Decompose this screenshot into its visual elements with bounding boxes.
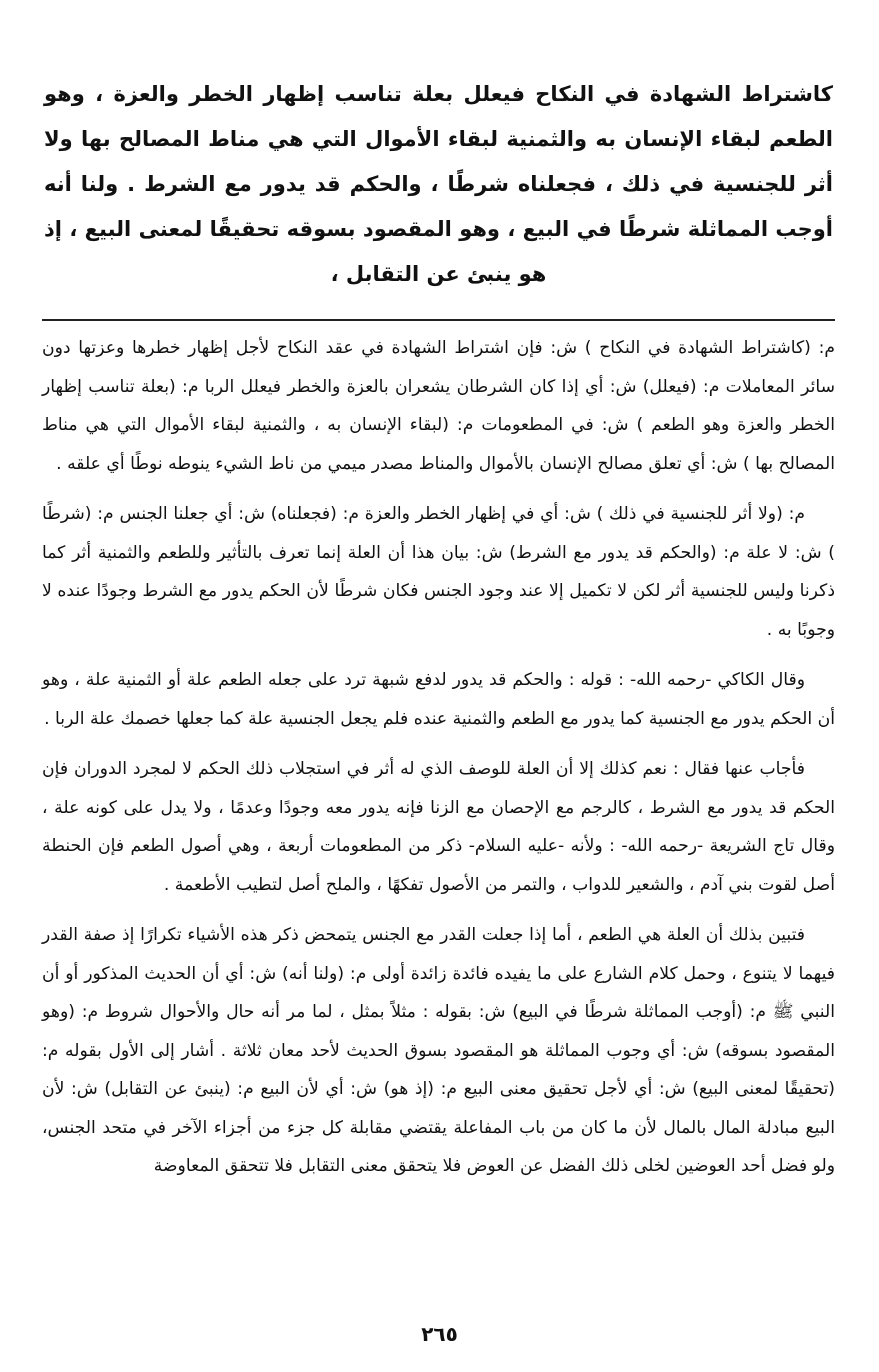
main-text-block: كاشتراط الشهادة في النكاح فيعلل بعلة تناسب إظهار الخطر والعزة ، وهو الطعم لبقاء الإنسان به والثمنية لبقاء الأموال التي هي مناط المصالح بها ولا أثر للجنسية في ذلك ، فجعلناه شرطًا ، والحكم قد يدور مع الشرط . ولنا أنه أوجب المماثلة شرطًا في البيع ، وهو المقصود بسوقه تحقيقًا لمعنى البيع ، إذ هو ينبئ عن التقابل ، <box>44 82 833 286</box>
commentary-paragraph-1: م: (كاشتراط الشهادة في النكاح ) ش: فإن اشتراط الشهادة في عقد النكاح لأجل إظهار خطرها وعزتها دون سائر المعاملات م: (فيعلل) ش: أي إذا كان الشرطان يشعران بالعزة والخطر فيعلل الربا م: (بعلة تناسب إظهار الخطر والعزة وهو الطعم ) ش: في المطعومات م: (لبقاء الإنسان به ، والثمنية لبقاء الأموال التي هي مناط المصالح بها ) ش: أي تعلق مصالح الإنسان بالأموال والمناط مصدر ميمي من ناط الشيء ينوطه نوطًا أي علقه . <box>42 338 835 474</box>
commentary-paragraph-5: فتبين بذلك أن العلة هي الطعم ، أما إذا جعلت القدر مع الجنس يتمحض ذكر هذه الأشياء تكرارًا إذ صفة القدر فيهما لا يتنوع ، وحمل كلام الشارع على ما يفيده فائدة زائدة أولى م: (ولنا أنه) ش: أي أن الحديث المذكور أو أن النبي ﷺ م: (أوجب المماثلة شرطًا في البيع) ش: بقوله : مثلاً بمثل ، لما مر أنه حال والأحوال شروط م: (وهو المقصود بسوقه) ش: أي وجوب المماثلة هو المقصود بسوق الحديث لأحد معان ثلاثة . أشار إلى الأول بقوله م: (تحقيقًا لمعنى البيع) ش: أي لأجل تحقيق معنى البيع م: (إذ هو) ش: أي لأن البيع م: (ينبئ عن التقابل) ش: لأن البيع مبادلة المال بالمال لأن ما كان من باب المفاعلة يقتضي مقابلة كل جزء من أجزاء الآخر في متحد الجنس، ولو فضل أحد العوضين لخلى ذلك الفضل عن العوض فلا يتحقق معنى التقابل فلا تتحقق المعاوضة <box>42 925 835 1176</box>
commentary-section <box>42 329 835 1186</box>
commentary-paragraph-4: فأجاب عنها فقال : نعم كذلك إلا أن العلة للوصف الذي له أثر في استجلاب ذلك الحكم لا لمجرد الدوران فإن الحكم قد يدور مع الشرط ، كالرجم مع الإحصان مع الزنا فإنه يدور معه وجودًا وعدمًا ، ولا يدل على كونه علة ، وقال تاج الشريعة -رحمه الله- : ولأنه -عليه السلام- ذكر من المطعومات أربعة ، وهي أصول الطعم فإن الحنطة أصل لقوت بني آدم ، والشعير للدواب ، والتمر من الأصول تفكهًا ، والملح أصل لتطيب الأطعمة . <box>42 759 835 895</box>
footnote-divider <box>42 319 835 321</box>
page-number: ٢٦٥ <box>421 1322 458 1346</box>
commentary-paragraph-3: وقال الكاكي -رحمه الله- : قوله : والحكم قد يدور لدفع شبهة ترد على جعله الطعم علة أو الثمنية علة ، وهو أن الحكم يدور مع الجنسية كما يدور مع الطعم والثمنية عنده فلم يجعل الجنسية علة كما جعلها خصمك علة الربا . <box>42 670 835 729</box>
commentary-paragraph-2: م: (ولا أثر للجنسية في ذلك ) ش: أي في إظهار الخطر والعزة م: (فجعلناه) ش: أي جعلنا الجنس م: (شرطًا ) ش: لا علة م: (والحكم قد يدور مع الشرط) ش: بيان هذا أن العلة إنما تعرف بالتأثير وللطعم والثمنية أثر كما ذكرنا وليس للجنسية أثر لكن لا تكميل إلا عند وجود الجنس فكان شرطًا لأن الحكم يدور مع الشرط وجودًا عنده لا وجوبًا به . <box>42 504 835 640</box>
